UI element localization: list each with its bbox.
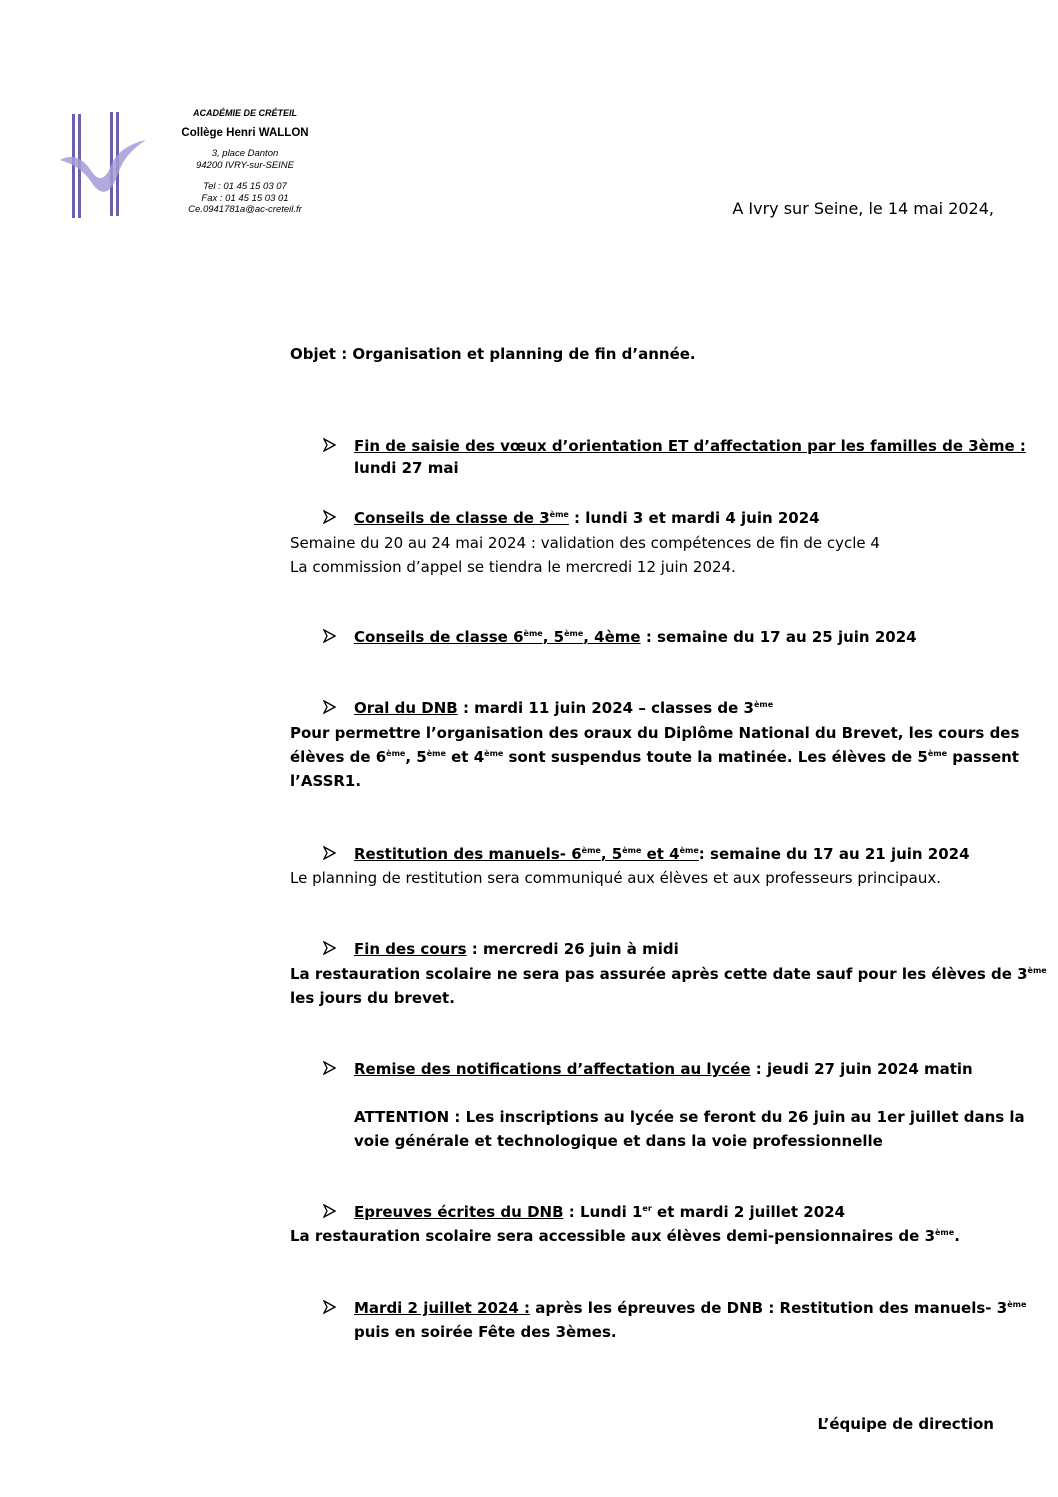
ecrits-p1 [290,1225,960,1247]
remise-date: : jeudi 27 juin 2024 matin [750,1060,973,1078]
text: : Lundi 1 [563,1203,643,1221]
text: , 5 [600,845,623,863]
arrow-bullet-icon [323,438,336,452]
text: Restitution des manuels- 6 [354,845,582,863]
college-logo [58,110,150,222]
fincours-p2: les jours du brevet. [290,989,455,1007]
voeux-date: lundi 27 mai [354,459,459,477]
ecrits-title: Epreuves écrites du DNB [354,1203,564,1221]
sup: er [642,1204,652,1213]
item-fin-cours [354,938,679,960]
sup: ème [426,749,446,758]
mardi-title: Mardi 2 juillet 2024 : [354,1299,530,1317]
manuels-date: : semaine du 17 au 21 juin 2024 [698,845,970,863]
text: après les épreuves de DNB : Restitution des manuels- 3 [530,1299,1008,1317]
item-voeux [354,435,1026,479]
sup: ème [927,749,947,758]
fax: Fax : 01 45 15 03 01 [201,192,289,204]
voeux-title: Fin de saisie des vœux d’orientation ET d’affectation par les familles de 3ème : [354,437,1026,455]
text: La restauration scolaire sera accessible aux élèves demi-pensionnaires de 3 [290,1227,935,1245]
sup: ème [386,749,406,758]
arrow-bullet-icon [323,941,336,955]
arrow-bullet-icon [323,1300,336,1314]
conseils3-title: Conseils de classe de 3 [354,509,550,527]
conseils3-line2: La commission d’appel se tiendra le mercredi 12 juin 2024. [290,558,736,576]
date-line: A Ivry sur Seine, le 14 mai 2024, [732,199,994,218]
item-oral [354,697,773,719]
sup: ème [622,846,642,855]
college-name: Collège Henri WALLON [181,126,309,139]
oral-title: Oral du DNB [354,699,458,717]
c654-t3: , 4ème [583,628,641,646]
text: et mardi 2 juillet 2024 [651,1203,846,1221]
conseils3-date: : lundi 3 et mardi 4 juin 2024 [568,509,820,527]
item-remise [354,1058,973,1080]
address-line-2: 94200 IVRY-sur-SEINE [195,159,295,171]
oral-date: : mardi 11 juin 2024 – classes de 3 [457,699,754,717]
sup: ème [549,510,569,519]
text: La restauration scolaire ne sera pas assurée après cette date sauf pour les élèves de 3 [290,965,1028,983]
sup: ème [564,629,584,638]
fincours-title: Fin des cours [354,940,467,958]
manuels-line: Le planning de restitution sera communiqué aux élèves et aux professeurs principaux. [290,869,941,887]
item-conseils-654 [354,626,917,648]
sup: ème [1007,1300,1027,1309]
c654-t1: Conseils de classe 6 [354,628,524,646]
arrow-bullet-icon [323,1204,336,1218]
sup: ème [679,846,699,855]
fincours-date: : mercredi 26 juin à midi [466,940,679,958]
email: Ce.0941781a@ac-creteil.fr [188,204,302,215]
sup: ème [484,749,504,758]
arrow-bullet-icon [323,700,336,714]
oral-p1: Pour permettre l’organisation des oraux du Diplôme National du Brevet, les cours des [290,724,1020,742]
text: , 5 [405,748,427,766]
fincours-p1 [290,963,1047,985]
conseils3-line1: Semaine du 20 au 24 mai 2024 : validation des compétences de fin de cycle 4 [290,534,880,552]
objet: Objet : Organisation et planning de fin d’année. [290,345,696,363]
item-mardi [354,1297,1026,1319]
arrow-bullet-icon [323,1061,336,1075]
sup: ème [935,1228,955,1237]
text: élèves de 6 [290,748,387,766]
remise-title: Remise des notifications d’affectation au lycée [354,1060,751,1078]
text: et 4 [641,845,680,863]
tel: Tel : 01 45 15 03 07 [203,181,287,192]
text: sont suspendus toute la matinée. Les élèves de 5 [503,748,928,766]
attention-line1: ATTENTION : Les inscriptions au lycée se feront du 26 juin au 1er juillet dans la [354,1108,1025,1126]
oral-p3: l’ASSR1. [290,772,362,790]
sup: ème [523,629,543,638]
text: et 4 [445,748,485,766]
c654-t2: , 5 [542,628,565,646]
text: . [954,1227,960,1245]
signature: L’équipe de direction [817,1415,994,1433]
arrow-bullet-icon [323,629,336,643]
mardi-p2: puis en soirée Fête des 3èmes. [354,1323,617,1341]
c654-date: : semaine du 17 au 25 juin 2024 [640,628,917,646]
sup: ème [1027,966,1047,975]
item-ecrits [354,1201,845,1223]
item-conseils-3 [354,507,820,529]
letterhead [170,108,320,216]
arrow-bullet-icon [323,510,336,524]
oral-p2 [290,746,1019,768]
sup: ème [753,700,774,709]
item-manuels [354,843,970,865]
attention-line2: voie générale et technologique et dans la voie professionnelle [354,1132,883,1150]
arrow-bullet-icon [323,846,336,860]
address-line-1: 3, place Danton [211,148,279,159]
text: passent [947,748,1019,766]
sup: ème [581,846,601,855]
academie: ACADÉMIE DE CRÉTEIL [192,108,297,118]
